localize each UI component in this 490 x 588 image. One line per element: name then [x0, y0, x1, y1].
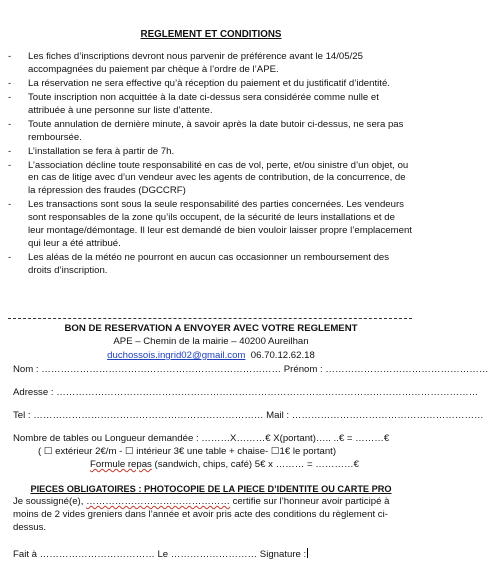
- declaration-prefix: Je soussigné(e),: [13, 496, 87, 507]
- rule-text: Les aléas de la météo ne pourront en aucun cas occasionner un remboursement des droits d’inscription.: [28, 252, 390, 276]
- phone-number: 06.70.12.62.18: [250, 350, 315, 361]
- rule-item: [7, 199, 412, 251]
- cut-line-divider: [8, 318, 412, 319]
- repas-detail: (sandwich, chips, café) 5€ x ……… = …………€: [151, 459, 359, 470]
- bullet-dash: -: [8, 91, 12, 103]
- bullet-dash: -: [8, 118, 12, 130]
- declaration-text: [13, 496, 413, 535]
- rule-item: [7, 160, 412, 199]
- rule-text: Toute inscription non acquittée à la date ci-dessus sera considérée comme nulle et attribuée à une personne sur liste d’attente.: [28, 91, 379, 116]
- bullet-dash: -: [8, 252, 12, 264]
- tables-length-field[interactable]: Nombre de tables ou Longueur demandée : ………X………€ X(portant)….. ..€ = ………€: [13, 433, 390, 444]
- reservation-address: APE – Chemin de la mairie – 40200 Aureilhan: [113, 336, 309, 347]
- repas-label: Formule repas: [90, 459, 152, 470]
- declaration-rest: certifie sur l’honneur avoir participé à moins de 2 vides greniers dans l’année et avoir pris acte des conditions du règlement ci-dessus.: [13, 496, 390, 533]
- rule-text: L’association décline toute responsabilité en cas de vol, perte, et/ou sinistre d’un objet, ou en cas de litige avec d’un vendeur avec les agents de contribution, de la concurrence, de la répression des fraudes (DGCCRF): [28, 159, 409, 197]
- bullet-dash: -: [8, 199, 12, 211]
- tel-mail-field[interactable]: Tel : ……………………………………………………………… Mail : ……………………………………………………: [13, 410, 484, 421]
- repas-field[interactable]: [90, 459, 490, 472]
- bullet-dash: -: [8, 77, 12, 89]
- reservation-title: BON DE RESERVATION A ENVOYER AVEC VOTRE REGLEMENT: [64, 323, 358, 334]
- bullet-dash: -: [8, 145, 12, 157]
- reservation-contact: [0, 350, 422, 363]
- rule-item: [7, 252, 412, 278]
- rule-text: Toute annulation de dernière minute, à savoir après la date butoir ci-dessus, ne sera pas remboursée.: [28, 118, 404, 143]
- declaration-name-blank[interactable]: ………………………………………: [86, 496, 230, 507]
- rule-item: [7, 119, 412, 145]
- adresse-field[interactable]: Adresse : ……………………………………………………………………………………………………………………: [13, 387, 479, 398]
- rule-text: La réservation ne sera effective qu’à réception du paiement et du justificatif d’identité.: [28, 77, 390, 89]
- rule-item: [7, 51, 412, 77]
- signature-text: Fait à ……………………………… Le ……………………… Signature :: [13, 549, 307, 560]
- text-cursor: [307, 548, 308, 558]
- rule-text: Les transactions sont sous la seule responsabilité des parties concernées. Les vendeurs sont responsables de la zone qu’ils occupent, de la sécurité de leurs installations et de leur montage/démontage. Il leur est demandé de bien vouloir laisser propre l’emplacement qui leur a été attribué.: [28, 199, 412, 250]
- email-link[interactable]: duchossois.ingrid02@gmail.com: [107, 350, 246, 361]
- rule-item: [7, 146, 412, 159]
- rule-text: L’installation se fera à partir de 7h.: [28, 145, 175, 157]
- rules-title: REGLEMENT ET CONDITIONS: [140, 29, 282, 40]
- bullet-dash: -: [8, 159, 12, 171]
- rule-item: [7, 78, 412, 91]
- placement-options[interactable]: ( ☐ extérieur 2€/m - ☐ intérieur 3€ une table + chaise- ☐1€ le portant): [38, 446, 337, 457]
- rule-item: [7, 92, 412, 118]
- rule-text: Les fiches d’inscriptions devront nous parvenir de préférence avant le 14/05/25 accompagnées du paiement par chèque à l’ordre de l’APE.: [28, 51, 363, 75]
- nom-prenom-field[interactable]: Nom : ………………………………………………………………… Prénom : ……………………………………………: [13, 364, 489, 375]
- required-documents-heading: PIECES OBLIGATOIRES : PHOTOCOPIE DE LA PIECE D’IDENTITE OU CARTE PRO: [30, 484, 392, 494]
- bullet-dash: -: [8, 51, 12, 62]
- rules-list: [7, 51, 412, 279]
- signature-row[interactable]: [13, 548, 413, 562]
